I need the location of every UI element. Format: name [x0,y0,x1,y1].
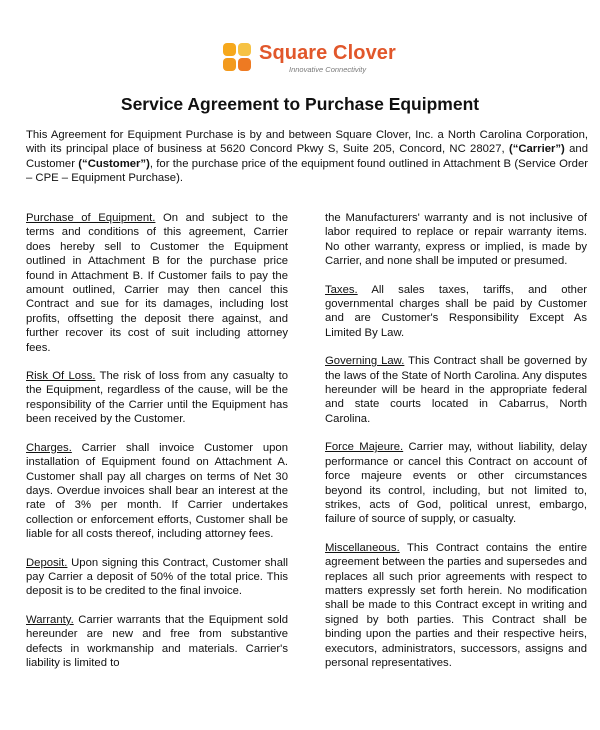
section-heading: Miscellaneous. [325,541,400,554]
section-heading: Charges. [26,441,72,454]
section-body: Carrier may, without liability, delay performance or cancel this Contract on account of force majeure events or other circumstances beyond its control, including, but not limited to, strikes, acts of God, political unrest, embargo, failure of source of supply, or casualty. [325,441,588,526]
section-body: Carrier shall invoice Customer upon installation of Equipment found on Attachment A. Customer shall pay all charges on terms of Net 30 days. Overdue invoices shall bear an interest at the rate of 3% per month. If Carrier undertakes collection or enforcement efforts, Customer shall be liable for all costs thereof, including attorney fees. [26,441,288,541]
section-warranty [26,613,288,671]
section-purchase-of-equipment [26,211,288,355]
section-force-majeure [325,440,587,526]
right-column [325,211,587,684]
intro-text-1: This Agreement for Equipment Purchase is by and between Square Clover, Inc. a North Carolina Corporation, with its principal place of business at 5620 Concord Pkwy S, Suite 205, Concord, NC 28027, [26,129,588,156]
logo-company-name: Square Clover [259,42,396,64]
intro-paragraph [26,128,588,186]
section-body: Carrier warrants that the Equipment sold hereunder are new and free from substantive defects in workmanship and materials. Carrier's liability is limited to [26,613,288,669]
section-body: On and subject to the terms and conditions of this agreement, Carrier does hereby sell to Customer the Equipment outlined in Attachment B for the purchase price found in Attachment B. If Customer fails to pay the amount outlined, Carrier may then cancel this Contract and sue for its damages, including lost profits, offsetting the deposit there against, and further recover its cost of suit including attorney fees. [26,212,289,354]
section-heading: Deposit. [26,556,68,569]
clover-logo-icon [223,40,253,74]
intro-text-2: and Customer [26,143,588,170]
company-logo [223,40,396,76]
section-body: The risk of loss from any casualty to the Equipment, regardless of the cause, will be the responsibility of the Carrier until the Equipment has been received by the Customer. [26,370,289,426]
logo-square-bottom-left [223,58,236,71]
carrier-term: (“Carrier”) [508,143,565,156]
section-body: This Contract shall be governed by the laws of the State of North Carolina. Any disputes hereunder will be heard in the appropriate federal and state courts located in Cabarrus, North Carolina. [325,355,587,425]
section-taxes [325,283,587,341]
section-body: This Contract contains the entire agreement between the parties and supersedes and replaces all such prior agreements with respect to matters expressly set forth herein. No modification shall be made to this Contract except in writing and signed by both parties. This Contract shall be binding upon the parties and their respective heirs, executors, administrators, successors, assigns and personal representatives. [325,541,587,669]
logo-square-top-left [223,43,236,56]
left-column [26,211,288,684]
section-deposit [26,556,288,599]
section-governing-law [325,354,587,426]
section-body: All sales taxes, tariffs, and other governmental charges shall be paid by Customer and are Customer's Responsibility Except As Limited By Law. [325,283,587,339]
section-body: Upon signing this Contract, Customer shall pay Carrier a deposit of 50% of the total price. This deposit is to be credited to the final invoice. [26,556,288,598]
section-heading: Taxes. [325,283,358,296]
section-risk-of-loss [26,369,288,427]
section-miscellaneous [325,541,587,671]
intro-text-3: , for the purchase price of the equipment found outlined in Attachment B (Service Order – CPE – Equipment Purchase). [26,157,588,185]
document-title: Service Agreement to Purchase Equipment [120,94,480,114]
section-heading: Risk Of Loss. [26,370,96,383]
section-heading: Warranty. [26,613,74,626]
logo-tagline: Innovative Connectivity [289,65,367,74]
section-heading: Governing Law. [325,355,405,368]
section-body: the Manufacturers' warranty and is not inclusive of labor required to replace or repair warranty items. No other warranty, express or implied, is made by Carrier, and none shall be imputed or presumed. [325,212,587,268]
logo-square-top-right [238,43,251,56]
section-heading: Force Majeure. [325,441,404,454]
section-charges [26,441,288,542]
section-warranty-continued [325,211,587,269]
section-heading: Purchase of Equipment. [26,212,156,224]
customer-term: (“Customer”) [78,157,150,170]
logo-square-bottom-right [238,58,251,71]
